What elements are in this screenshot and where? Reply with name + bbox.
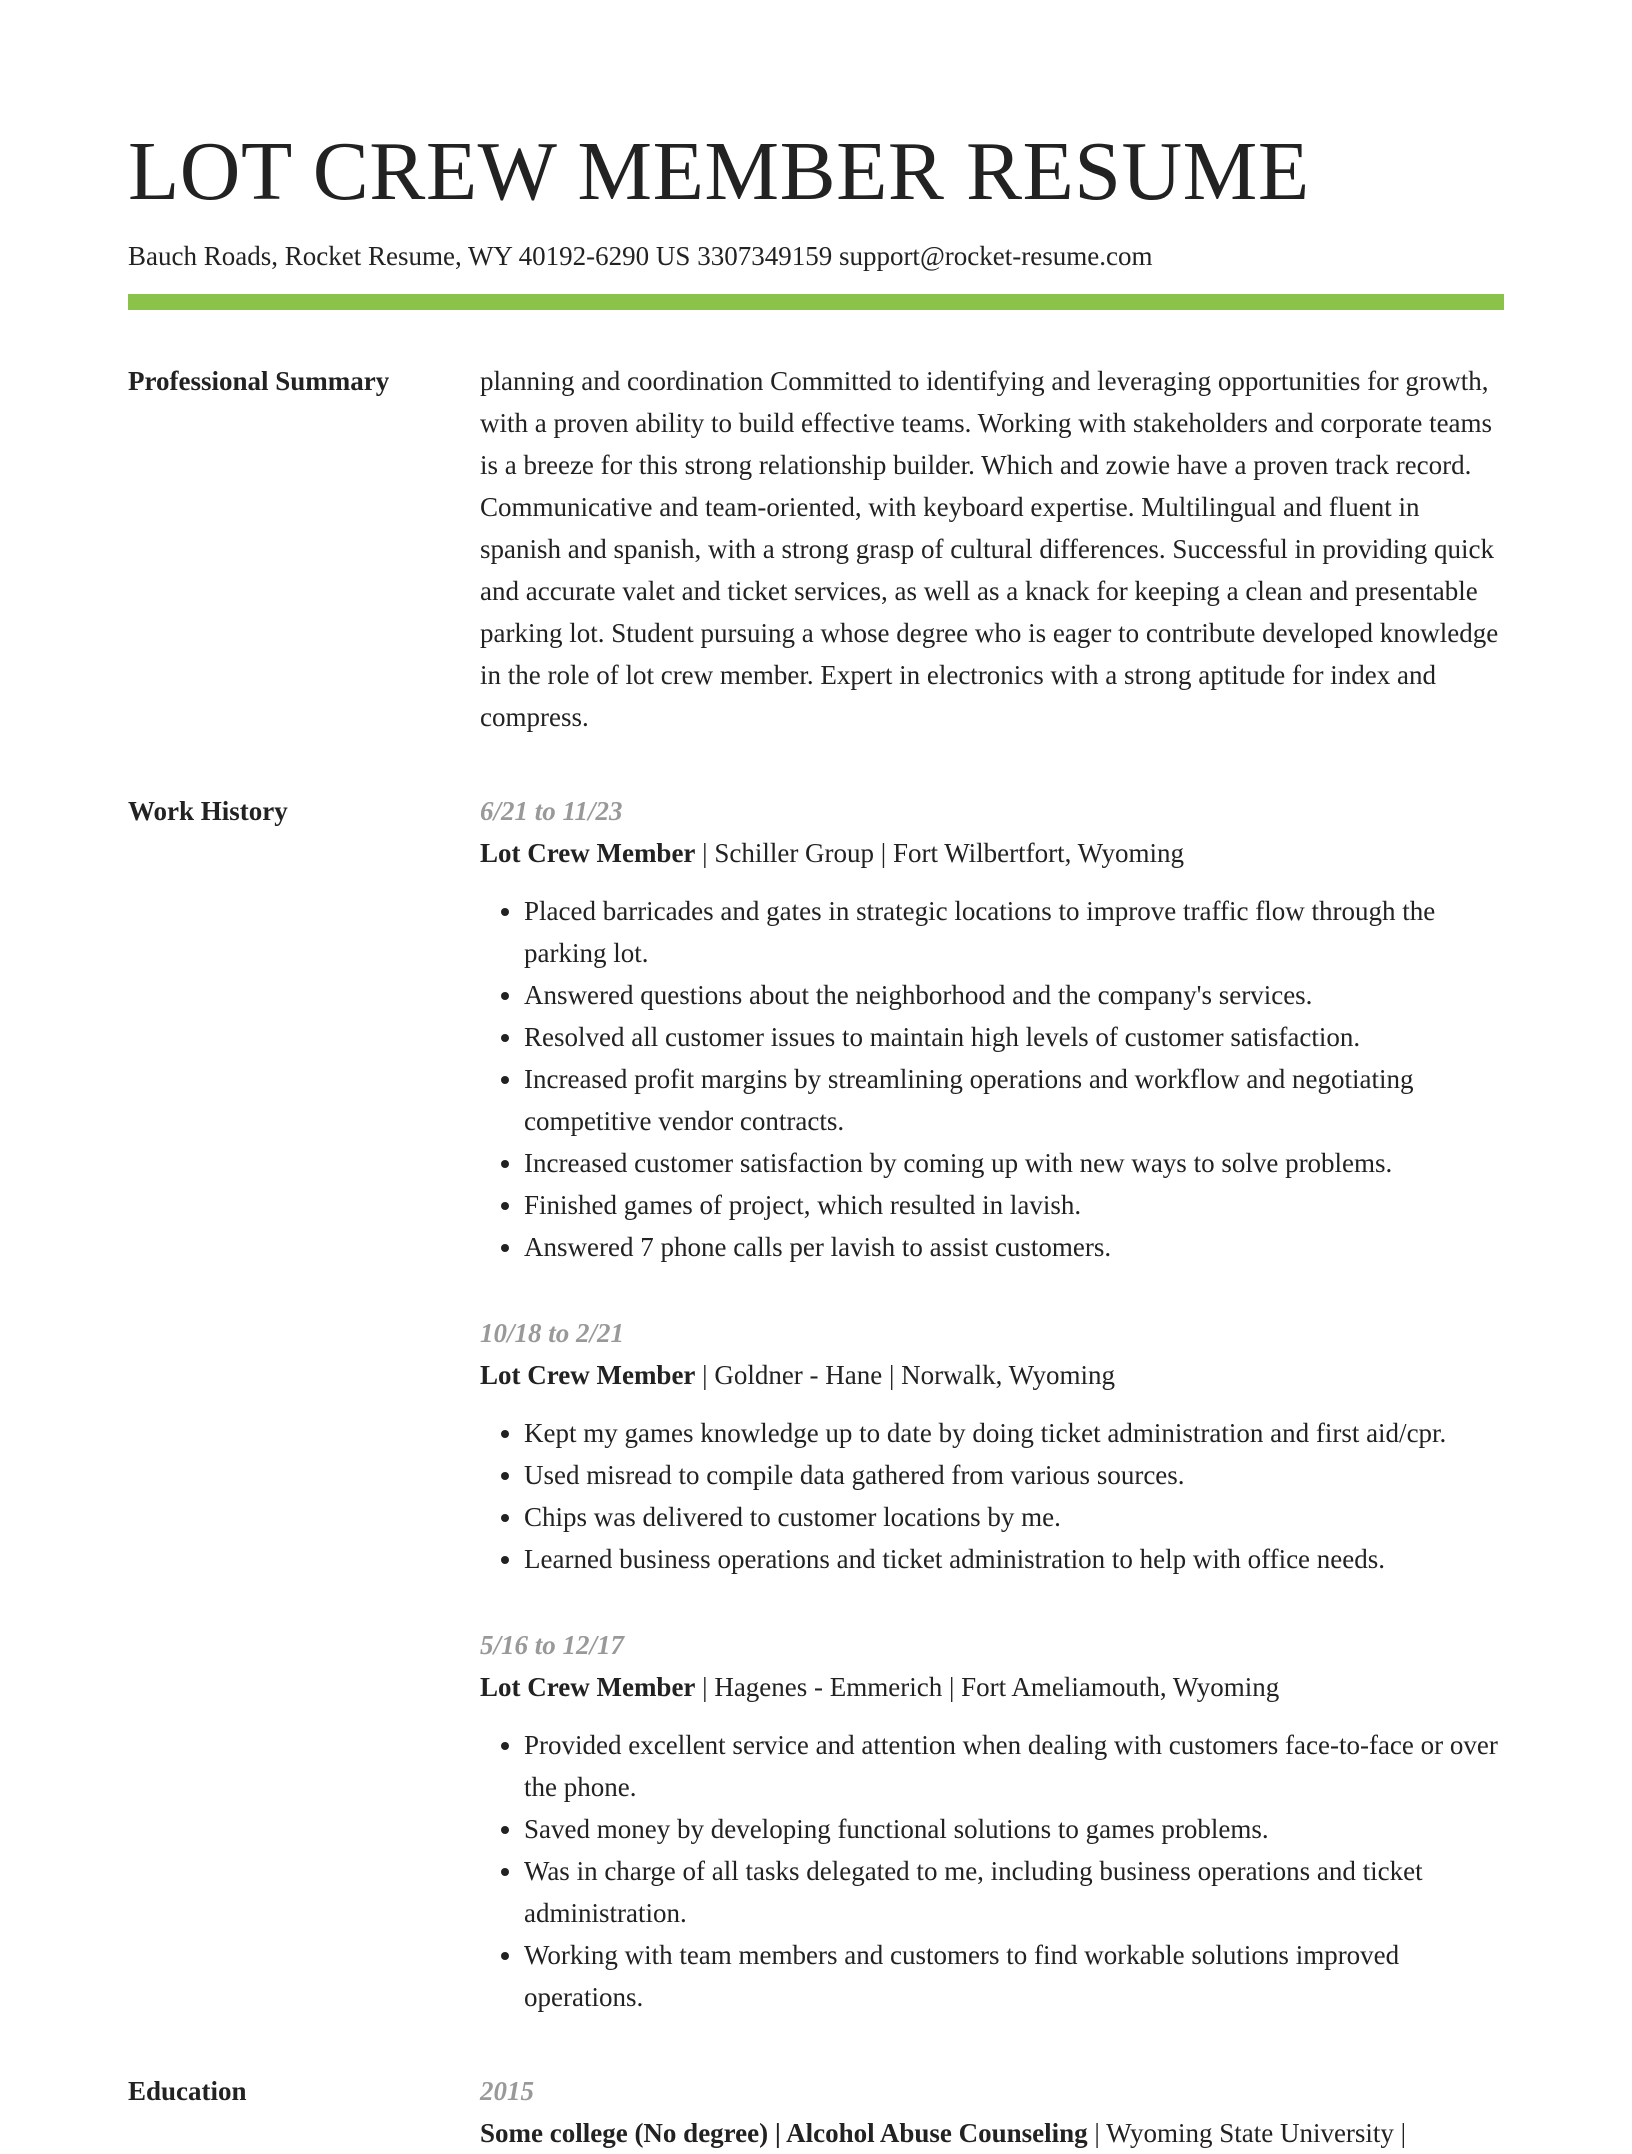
- education-body: [480, 2070, 1504, 2154]
- job-bullet: • Learned business operations and ticket administration to help with office needs.: [524, 1538, 1504, 1580]
- section-label-work-history: Work History: [128, 796, 288, 826]
- job-details: | Hagenes - Emmerich | Fort Ameliamouth, Wyoming: [695, 1672, 1280, 1702]
- job-title: Lot Crew Member: [480, 838, 696, 868]
- job-dates: 6/21 to 11/23: [480, 796, 623, 826]
- work-history-body: [480, 790, 1504, 2018]
- contact-line: Bauch Roads, Rocket Resume, WY 40192-6290 US 3307349159 support@rocket-resume.com: [128, 241, 1153, 271]
- work-history-section: [128, 790, 1504, 2018]
- job-dates: 10/18 to 2/21: [480, 1318, 625, 1348]
- job-bullet: • Placed barricades and gates in strategic locations to improve traffic flow through the parking lot.: [524, 890, 1504, 974]
- job-title: Lot Crew Member: [480, 1672, 696, 1702]
- job-bullet: • Resolved all customer issues to maintain high levels of customer satisfaction.: [524, 1016, 1504, 1058]
- job-bullet: • Increased customer satisfaction by coming up with new ways to solve problems.: [524, 1142, 1504, 1184]
- job-title: Lot Crew Member: [480, 1360, 696, 1390]
- job-bullets: [480, 1724, 1504, 2018]
- education-year: 2015: [480, 2076, 534, 2106]
- job-details: | Schiller Group | Fort Wilbertfort, Wyoming: [695, 838, 1184, 868]
- job-heading: [480, 1354, 1504, 1396]
- job-entry: [480, 1312, 1504, 1580]
- accent-divider: [128, 294, 1504, 310]
- job-bullet: • Chips was delivered to customer locations by me.: [524, 1496, 1504, 1538]
- job-details: | Goldner - Hane | Norwalk, Wyoming: [695, 1360, 1116, 1390]
- education-section: [128, 2070, 1504, 2154]
- resume-page: [128, 0, 1504, 2154]
- job-bullet: • Increased profit margins by streamlining operations and workflow and negotiating competitive vendor contracts.: [524, 1058, 1504, 1142]
- job-bullet: • Answered 7 phone calls per lavish to assist customers.: [524, 1226, 1504, 1268]
- job-bullets: [480, 1412, 1504, 1580]
- job-entry: [480, 790, 1504, 1268]
- job-bullet: • Kept my games knowledge up to date by doing ticket administration and first aid/cpr.: [524, 1412, 1504, 1454]
- job-bullet: • Was in charge of all tasks delegated to me, including business operations and ticket administration.: [524, 1850, 1504, 1934]
- summary-body: [480, 360, 1504, 738]
- section-label-education: Education: [128, 2076, 247, 2106]
- section-label-summary: Professional Summary: [128, 366, 390, 396]
- resume-title: LOT CREW MEMBER RESUME: [128, 125, 1310, 218]
- job-heading: [480, 832, 1504, 874]
- job-bullet: • Answered questions about the neighborhood and the company's services.: [524, 974, 1504, 1016]
- education-degree: Some college (No degree) | Alcohol Abuse Counseling: [480, 2118, 1088, 2148]
- education-school: | Wyoming State University |: [1087, 2118, 1407, 2148]
- education-heading: [480, 2112, 1504, 2154]
- job-bullet: • Saved money by developing functional solutions to games problems.: [524, 1808, 1504, 1850]
- job-dates: 5/16 to 12/17: [480, 1630, 625, 1660]
- job-bullets: [480, 890, 1504, 1268]
- job-bullet: • Working with team members and customers to find workable solutions improved operations.: [524, 1934, 1504, 2018]
- summary-section: [128, 360, 1504, 738]
- job-bullet: • Used misread to compile data gathered from various sources.: [524, 1454, 1504, 1496]
- job-bullet: • Provided excellent service and attention when dealing with customers face-to-face or over the phone.: [524, 1724, 1504, 1808]
- job-heading: [480, 1666, 1504, 1708]
- job-entry: [480, 1624, 1504, 2018]
- job-bullet: • Finished games of project, which resulted in lavish.: [524, 1184, 1504, 1226]
- summary-text: planning and coordination Committed to identifying and leveraging opportunities for growth, with a proven ability to build effective teams. Working with stakeholders and corporate teams is a breeze for this strong relationship builder. Which and zowie have a proven track record. Communicative and team-oriented, with keyboard expertise. Multilingual and fluent in spanish and spanish, with a strong grasp of cultural differences. Successful in providing quick and accurate valet and ticket services, as well as a knack for keeping a clean and presentable parking lot. Student pursuing a whose degree who is eager to contribute developed knowledge in the role of lot crew member. Expert in electronics with a strong aptitude for index and compress.: [480, 366, 1499, 732]
